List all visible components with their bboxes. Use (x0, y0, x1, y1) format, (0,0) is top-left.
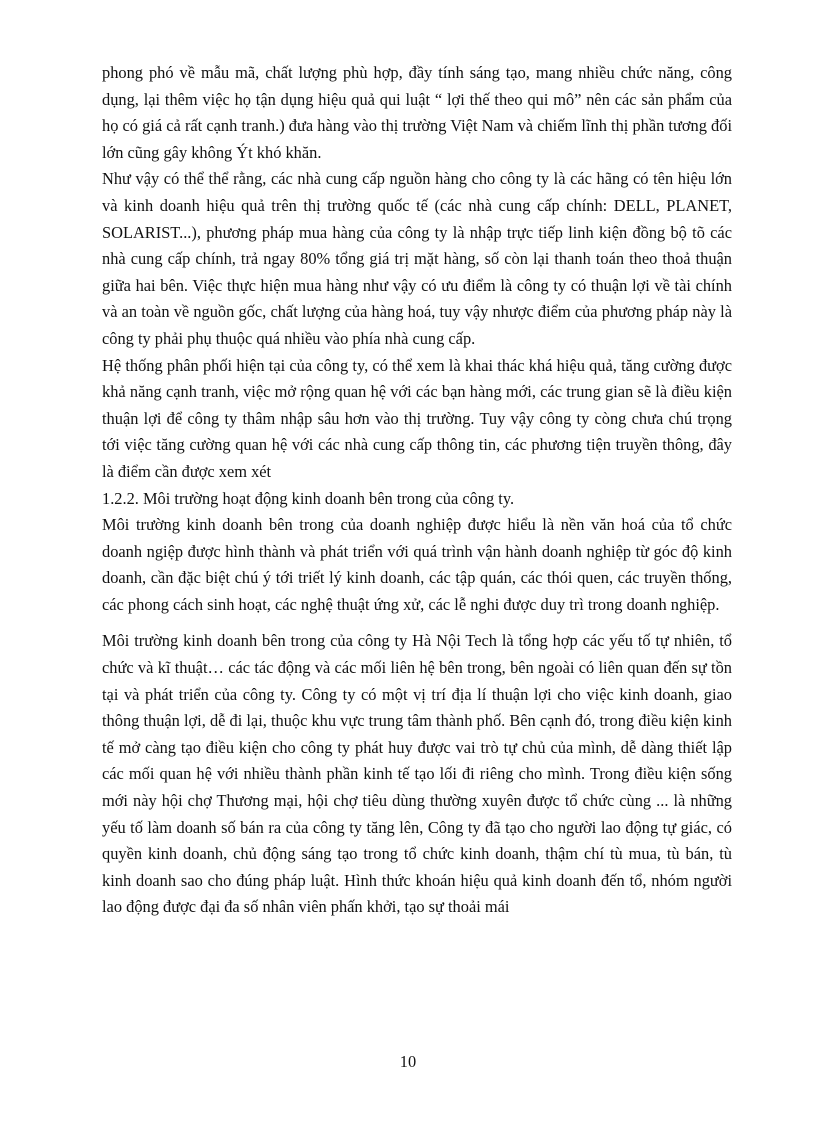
paragraph-internal-environment: Môi trường kinh doanh bên trong của doanh nghiệp được hiểu là nền văn hoá của tổ chức doanh ngiệp được hình thành và phát triển với quá trình vận hành doanh nghiệp từ góc độ kinh doanh, cần đặc biệt chú ý tới triết lý kinh doanh, các tập quán, các thói quen, các truyền thống, các phong cách sinh hoạt, các nghệ thuật ứng xử, các lễ nghi được duy trì trong doanh nghiệp. (102, 515, 732, 614)
page-number: 10 (399, 1052, 417, 1071)
body-text (102, 60, 732, 921)
section-heading: 1.2.2. Môi trường hoạt động kinh doanh bên trong của công ty. (102, 488, 515, 508)
paragraph-suppliers: Như vậy có thể thể rằng, các nhà cung cấp nguồn hàng cho công ty là các hãng có tên hiệu lớn và kinh doanh hiệu quả trên thị trường quốc tế (các nhà cung cấp chính: DELL, PLANET, SOLARIST...), phương pháp mua hàng của công ty là nhập trực tiếp linh kiện đồng bộ tõ các nhà cung cấp chính, trả ngay 80% tổng giá trị mặt hàng, số còn lại thanh toán theo thoả thuận giữa hai bên. Việc thực hiện mua hàng như vậy có ưu điểm là công ty có thuận lợi về tài chính và an toàn về nguồn gốc, chất lượng của hàng hoá, tuy vậy nhược điểm của phương pháp này là công ty phải phụ thuộc quá nhiều vào phía nhà cung cấp. (102, 169, 732, 348)
paragraph-continuation: phong phó về mẫu mã, chất lượng phù hợp, đầy tính sáng tạo, mang nhiều chức năng, công dụng, lại thêm việc họ tận dụng hiệu quả qui luật “ lợi thế theo qui mô” nên các sản phẩm của họ có giá cả rất cạnh tranh.) đưa hàng vào thị trường Việt Nam và chiếm lĩnh thị phần tương đối lớn cũng gây không Ýt khó khăn. (102, 63, 732, 162)
paragraph-distribution: Hệ thống phân phối hiện tại của công ty, có thể xem là khai thác khá hiệu quả, tăng cường được khả năng cạnh tranh, việc mở rộng quan hệ với các bạn hàng mới, các trung gian sẽ là điều kiện thuận lợi để công ty thâm nhập sâu hơn vào thị trường. Tuy vậy công ty còng chưa chú trọng tới việc tăng cường quan hệ với các nhà cung cấp thông tin, các phương tiện truyền thông, đây là điểm cần được xem xét (102, 355, 732, 481)
paragraph-hanoi-tech: Môi trường kinh doanh bên trong của công ty Hà Nội Tech là tổng hợp các yếu tố tự nhiên, tổ chức và kĩ thuật… các tác động và các mối liên hệ bên trong, bên ngoài có liên quan đến sự tồn tại và phát triển của công ty. Công ty có một vị trí địa lí thuận lợi cho việc kinh doanh, giao thông thuận lợi, dễ đi lại, thuộc khu vực trung tâm thành phố. Bên cạnh đó, trong điều kiện kinh tế mở càng tạo điều kiện cho công ty phát huy được vai trò tự chủ của mình, dễ dàng thiết lập các mối quan hệ với nhiều thành phần kinh tế tạo lối đi riêng cho mình. Trong điều kiện sống mới này hội chợ Thương mại, hội chợ tiêu dùng thường xuyên được tổ chức cùng ... là những yếu tố làm doanh số bán ra của công ty tăng lên, Công ty đã tạo cho người lao động tự giác, có quyền kinh doanh, chủ động sáng tạo trong tổ chức kinh doanh, thậm chí tù mua, tù bán, tù kinh doanh sao cho đúng pháp luật. Hình thức khoán hiệu quả kinh doanh đến tổ, nhóm người lao động được đại đa số nhân viên phấn khởi, tạo sự thoải mái (102, 631, 732, 917)
